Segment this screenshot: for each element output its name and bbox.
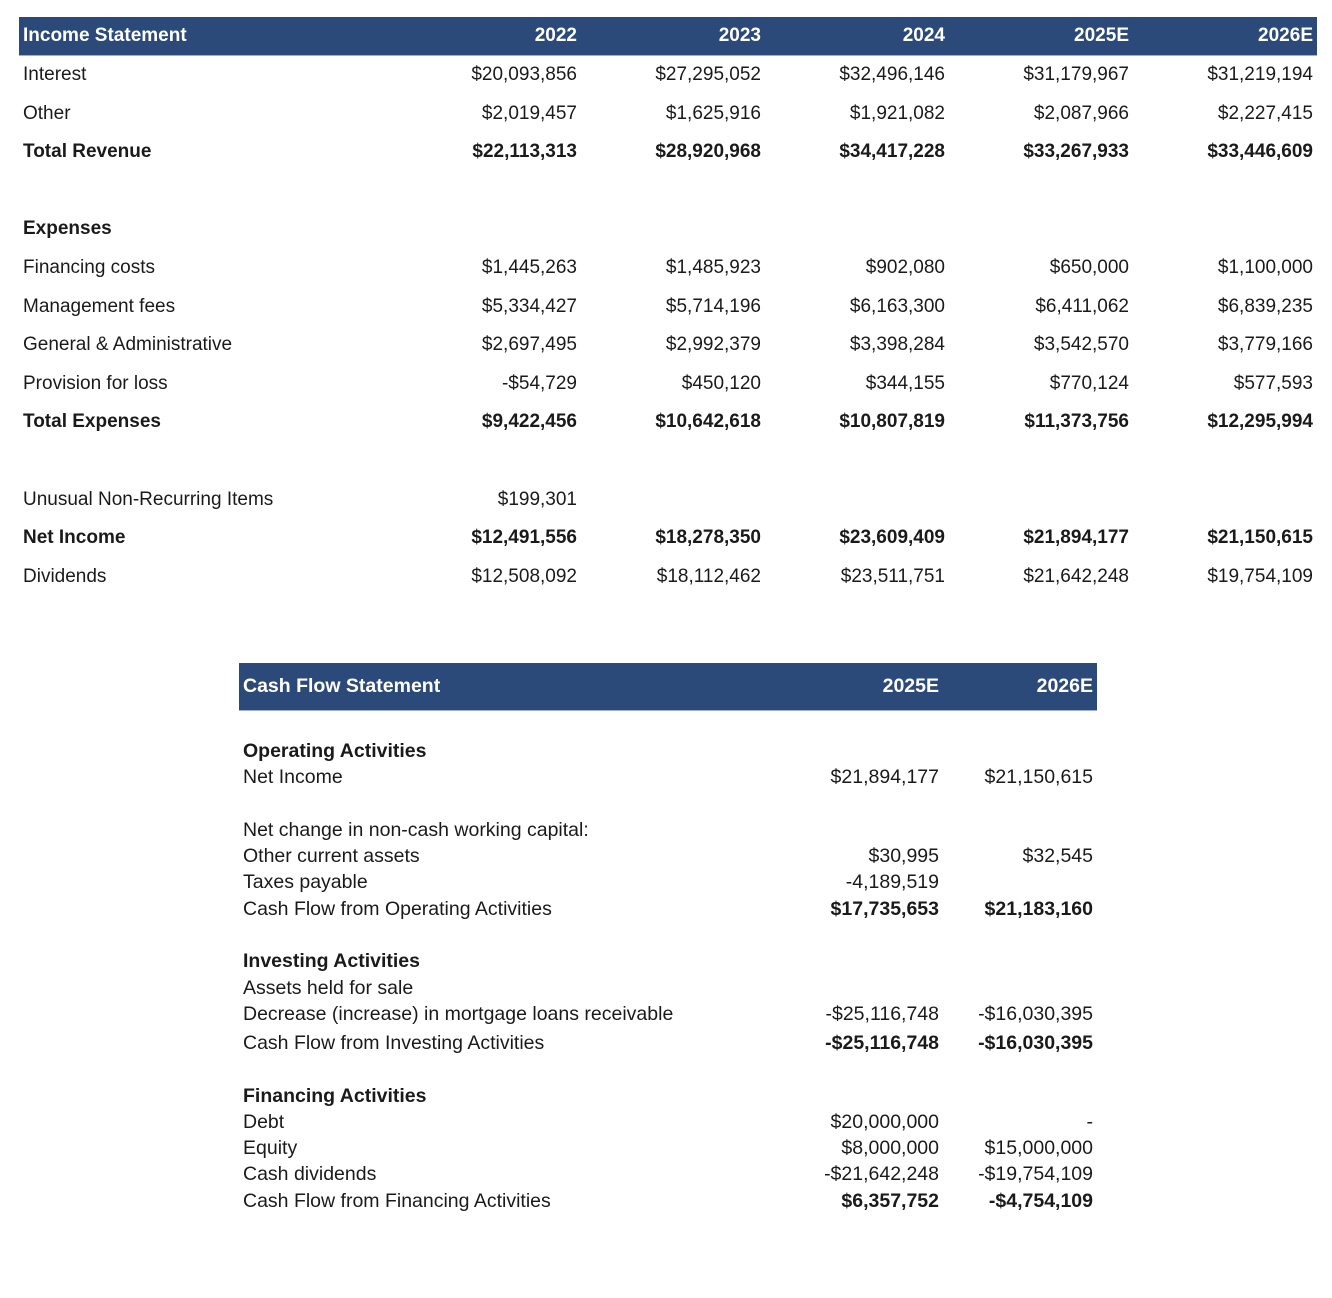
value-cell: $31,179,967	[1023, 64, 1129, 85]
value-cell: $770,124	[1049, 372, 1129, 394]
row-label: Decrease (increase) in mortgage loans receivable	[243, 1002, 674, 1025]
section-heading: Expenses	[23, 218, 112, 240]
value-cell: $23,609,409	[839, 527, 945, 549]
value-cell: $9,422,456	[481, 411, 577, 433]
row-label: Cash Flow from Financing Activities	[243, 1189, 551, 1212]
value-cell: $21,894,177	[830, 766, 939, 789]
value-cell: -$4,754,109	[988, 1189, 1093, 1212]
value-cell: $1,100,000	[1217, 256, 1313, 278]
value-cell: $650,000	[1049, 256, 1129, 278]
value-cell: $10,642,618	[655, 411, 761, 433]
cash-flow-statement-header	[239, 663, 1097, 711]
value-cell: $15,000,000	[984, 1137, 1093, 1160]
table-row	[19, 326, 1317, 365]
value-cell: $6,357,752	[841, 1189, 939, 1212]
row-label: Dividends	[23, 565, 107, 587]
row-label: Cash dividends	[243, 1163, 377, 1186]
table-row	[239, 1001, 1097, 1030]
value-cell: -$54,729	[501, 372, 577, 394]
value-cell: $31,219,194	[1207, 64, 1313, 85]
table-row	[239, 1161, 1097, 1187]
income-statement-title: Income Statement	[23, 25, 187, 46]
spacer	[19, 172, 1317, 211]
value-cell: $2,992,379	[665, 334, 761, 356]
value-cell: $19,754,109	[1207, 565, 1313, 587]
income-statement-header	[19, 17, 1317, 56]
value-cell: -	[1086, 1110, 1093, 1133]
table-row	[19, 365, 1317, 404]
value-cell: $10,807,819	[839, 411, 945, 433]
column-header: 2022	[534, 25, 577, 46]
value-cell: $6,839,235	[1217, 295, 1313, 317]
value-cell: $5,334,427	[481, 295, 577, 317]
value-cell: -4,189,519	[845, 871, 939, 894]
table-row	[239, 817, 1097, 843]
table-row	[239, 1135, 1097, 1161]
income-statement-table	[19, 17, 1317, 596]
column-header: 2024	[902, 25, 945, 46]
spacer	[239, 791, 1097, 817]
column-header: 2026E	[1258, 25, 1313, 46]
section-heading-row	[239, 948, 1097, 974]
section-heading-row	[239, 738, 1097, 764]
row-label: Net Income	[23, 527, 126, 549]
table-row	[19, 558, 1317, 597]
section-heading: Financing Activities	[243, 1084, 427, 1107]
value-cell: $12,295,994	[1207, 411, 1313, 433]
value-cell: $23,511,751	[840, 565, 945, 587]
cash-flow-statement-table	[239, 663, 1097, 1214]
cash-flow-statement-title: Cash Flow Statement	[243, 675, 441, 697]
table-row	[19, 95, 1317, 134]
value-cell: $11,373,756	[1024, 411, 1129, 433]
spacer	[239, 922, 1097, 948]
row-label: Other current assets	[243, 845, 420, 868]
value-cell: $18,112,462	[656, 565, 761, 587]
value-cell: $34,417,228	[839, 141, 945, 163]
value-cell: $1,445,263	[481, 256, 577, 278]
value-cell: $32,545	[1022, 845, 1093, 868]
spacer	[239, 711, 1097, 738]
table-row	[239, 1109, 1097, 1135]
column-header: 2026E	[1036, 675, 1093, 697]
value-cell: $33,446,609	[1207, 141, 1313, 163]
column-header: 2023	[718, 25, 761, 46]
value-cell: -$25,116,748	[825, 1002, 939, 1025]
value-cell: $12,491,556	[471, 527, 577, 549]
value-cell: $199,301	[497, 488, 577, 510]
value-cell: $18,278,350	[655, 527, 761, 549]
total-row	[19, 403, 1317, 442]
value-cell: $1,921,082	[849, 102, 945, 124]
value-cell: $8,000,000	[841, 1137, 939, 1160]
value-cell: $28,920,968	[655, 141, 761, 163]
value-cell: -$21,642,248	[824, 1163, 939, 1186]
table-row	[239, 764, 1097, 790]
row-label: Taxes payable	[243, 871, 368, 894]
value-cell: $33,267,933	[1023, 141, 1129, 163]
spacer	[239, 1056, 1097, 1082]
value-cell: $2,019,457	[481, 102, 577, 124]
value-cell: $1,625,916	[665, 102, 761, 124]
section-heading-row	[19, 210, 1317, 249]
table-row	[19, 249, 1317, 288]
value-cell: $20,000,000	[830, 1110, 939, 1133]
table-row	[239, 975, 1097, 1001]
row-label: General & Administrative	[23, 334, 233, 356]
value-cell: $27,295,052	[655, 64, 761, 85]
value-cell: -$25,116,748	[825, 1031, 939, 1054]
subtotal-row	[239, 1188, 1097, 1214]
row-label: Interest	[23, 64, 87, 85]
row-label: Provision for loss	[23, 372, 168, 394]
value-cell: $1,485,923	[665, 256, 761, 278]
value-cell: $21,150,615	[1207, 527, 1313, 549]
row-label: Unusual Non-Recurring Items	[23, 488, 274, 510]
value-cell: $5,714,196	[665, 295, 761, 317]
section-heading: Operating Activities	[243, 740, 427, 762]
row-label: Net Income	[243, 766, 343, 789]
row-label: Net change in non-cash working capital:	[243, 818, 589, 841]
value-cell: $2,087,966	[1033, 102, 1129, 124]
section-heading: Investing Activities	[243, 950, 420, 973]
column-header: 2025E	[882, 675, 939, 697]
value-cell: $30,995	[868, 845, 939, 868]
row-label: Cash Flow from Investing Activities	[243, 1031, 545, 1054]
value-cell: $2,697,495	[481, 334, 577, 356]
value-cell: $22,113,313	[472, 141, 577, 163]
value-cell: $3,542,570	[1033, 334, 1129, 356]
value-cell: $6,163,300	[849, 295, 945, 317]
value-cell: $17,735,653	[830, 897, 939, 920]
value-cell: $577,593	[1233, 372, 1313, 394]
value-cell: $21,894,177	[1023, 527, 1129, 549]
spacer	[19, 442, 1317, 481]
value-cell: $3,779,166	[1217, 334, 1313, 356]
table-row	[19, 288, 1317, 327]
total-row	[19, 519, 1317, 558]
row-label: Financing costs	[23, 256, 156, 278]
value-cell: $902,080	[865, 256, 945, 278]
subtotal-row	[239, 896, 1097, 922]
row-label: Other	[23, 102, 71, 124]
value-cell: $21,642,248	[1023, 565, 1129, 587]
row-label: Debt	[243, 1110, 285, 1133]
row-label: Assets held for sale	[243, 976, 414, 999]
value-cell: $32,496,146	[839, 64, 945, 85]
value-cell: $344,155	[865, 372, 945, 394]
table-row	[19, 481, 1317, 520]
row-label: Equity	[243, 1137, 298, 1160]
value-cell: $21,183,160	[984, 897, 1093, 920]
value-cell: -$19,754,109	[978, 1163, 1093, 1186]
value-cell: $12,508,092	[471, 565, 577, 587]
row-label: Total Revenue	[23, 141, 152, 163]
column-header: 2025E	[1074, 25, 1129, 46]
table-row	[239, 869, 1097, 895]
row-label: Cash Flow from Operating Activities	[243, 897, 552, 920]
value-cell: $3,398,284	[849, 334, 945, 356]
value-cell: $2,227,415	[1217, 102, 1313, 124]
table-row	[19, 56, 1317, 95]
value-cell: $20,093,856	[471, 64, 577, 85]
section-heading-row	[239, 1083, 1097, 1109]
value-cell: $21,150,615	[984, 766, 1093, 789]
total-row	[19, 133, 1317, 172]
subtotal-row	[239, 1030, 1097, 1056]
table-row	[239, 843, 1097, 869]
value-cell: -$16,030,395	[978, 1002, 1093, 1025]
value-cell: $6,411,062	[1035, 295, 1129, 317]
row-label: Management fees	[23, 295, 176, 317]
value-cell: $450,120	[681, 372, 761, 394]
row-label: Total Expenses	[23, 411, 161, 433]
value-cell: -$16,030,395	[978, 1031, 1093, 1054]
